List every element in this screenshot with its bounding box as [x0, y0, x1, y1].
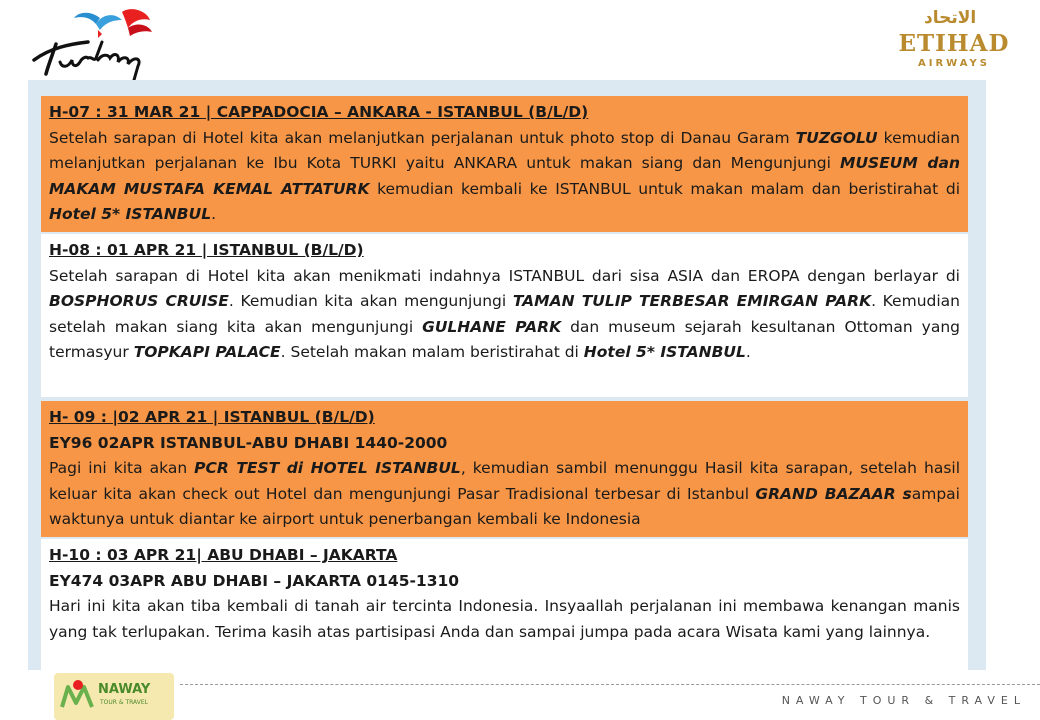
turkey-logo — [30, 8, 170, 82]
etihad-subtitle: AIRWAYS — [918, 58, 990, 69]
day-block-h07 — [41, 96, 968, 232]
map-pin-icon — [58, 677, 98, 717]
highlight-text: MUSEUM dan MAKAM MUSTAFA KEMAL ATTATURK — [49, 154, 961, 198]
etihad-name: ETIHAD — [898, 30, 1010, 57]
text-segment: Setelah sarapan di Hotel kita akan melanjutkan perjalanan untuk photo stop di Danau Garam — [49, 128, 796, 147]
highlight-text: Hotel 5* ISTANBUL — [583, 343, 746, 361]
highlight-text: TAMAN TULIP TERBESAR EMIRGAN PARK — [512, 292, 872, 310]
footer-divider — [180, 684, 1040, 685]
text-segment: kemudian kembali ke ISTANBUL untuk makan malam dan beristirahat di — [369, 179, 960, 198]
text-segment: . Kemudian kita akan mengunjungi — [228, 292, 513, 310]
day-description — [49, 264, 960, 366]
day-description — [49, 456, 960, 533]
day-title: H-08 : 01 APR 21 | ISTANBUL (B/L/D) — [49, 241, 364, 259]
etihad-arabic: الاتحاد — [924, 8, 977, 28]
text-segment: Setelah sarapan di Hotel kita akan menikmati indahnya ISTANBUL dari sisa ASIA dan EROPA dengan berlayar di — [49, 266, 960, 285]
day-description — [49, 126, 960, 228]
naway-logo — [54, 673, 174, 720]
text-segment: ampai waktunya untuk diantar ke airport untuk penerbangan kembali ke Indonesia — [49, 484, 960, 528]
naway-logo-sub: TOUR & TRAVEL — [100, 699, 148, 706]
text-segment: Pagi ini kita akan — [49, 459, 195, 477]
text-segment: kemudian melanjutkan perjalanan ke Ibu Kota TURKI yaitu ANKARA untuk makan siang dan Mengunjungi — [49, 128, 960, 172]
text-segment: . Kemudian setelah makan siang kita akan mengunjungi — [49, 292, 960, 336]
naway-logo-name: NAWAY — [98, 682, 151, 697]
etihad-logo — [890, 8, 1018, 72]
text-segment: , kemudian sambil menunggu Hasil kita sarapan, setelah hasil keluar kita akan check out Hotel dan mengunjungi Pasar Tradisional terbesar di Istanbul — [49, 459, 961, 503]
text-segment: . Setelah makan malam beristirahat di — [280, 343, 584, 361]
flight-info: EY96 02APR ISTANBUL-ABU DHABI 1440-2000 — [49, 433, 448, 452]
highlight-text: GULHANE PARK — [422, 317, 562, 336]
highlight-text: TOPKAPI PALACE — [133, 343, 281, 361]
text-segment: . — [745, 343, 751, 361]
highlight-text: Hotel 5* ISTANBUL — [49, 205, 212, 223]
highlight-text: TUZGOLU — [795, 128, 878, 147]
day-block-h08 — [41, 234, 968, 397]
highlight-text: BOSPHORUS CRUISE — [49, 292, 229, 310]
highlight-text: GRAND BAZAAR s — [755, 484, 912, 503]
day-title: H-10 : 03 APR 21| ABU DHABI – JAKARTA — [49, 546, 398, 564]
day-title: H- 09 : |02 APR 21 | ISTANBUL (B/L/D) — [49, 408, 375, 426]
day-title: H-07 : 31 MAR 21 | CAPPADOCIA – ANKARA - ISTANBUL (B/L/D) — [49, 103, 589, 121]
turkey-logo-graphic — [30, 8, 170, 82]
flight-info: EY474 03APR ABU DHABI – JAKARTA 0145-1310 — [49, 571, 460, 590]
text-segment: . — [211, 205, 217, 223]
day-block-h10 — [41, 539, 968, 670]
day-description: Hari ini kita akan tiba kembali di tanah air tercinta Indonesia. Insyaallah perjalanan ini membawa kenangan manis yang tak terlupakan. Terima kasih atas partisipasi Anda dan sampai jumpa pada acara Wisata kami yang lainnya. — [49, 597, 960, 641]
highlight-text: PCR TEST di HOTEL ISTANBUL — [194, 459, 461, 477]
text-segment: dan museum sejarah kesultanan Ottoman yang termasyur — [49, 317, 960, 361]
day-block-h09 — [41, 401, 968, 537]
footer-brand: NAWAY TOUR & TRAVEL — [781, 694, 1026, 707]
